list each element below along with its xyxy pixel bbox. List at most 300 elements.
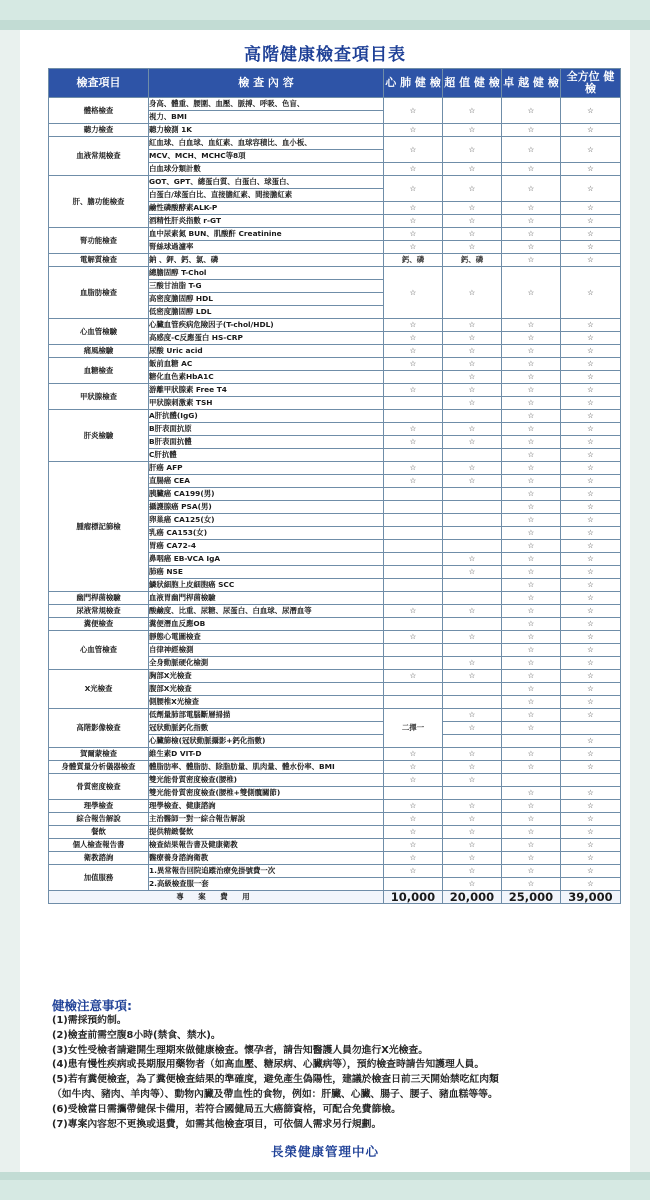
plan-mark: ☆ [561,319,621,332]
item-cell: 體脂肪率、體脂肪、除脂肪量、肌肉量、體水份率、BMI [149,761,384,774]
header-category: 檢查項目 [49,69,149,98]
plan-mark: ☆ [561,124,621,137]
item-cell: 紅血球、白血球、血紅素、血球容積比、血小板、 [149,137,384,150]
table-row [49,319,621,332]
plan-mark: ☆ [502,176,561,202]
table-row [49,709,621,722]
item-cell: B肝表面抗原 [149,423,384,436]
plan-mark: ☆ [502,449,561,462]
plan-mark: ☆ [502,228,561,241]
plan-mark: ☆ [561,475,621,488]
plan-mark [384,579,443,592]
plan-mark [443,501,502,514]
note-line: (7)專案內容恕不更換或退費，如需其他檢查項目，可依個人需求另行規劃。 [52,1118,382,1130]
plan-mark: ☆ [502,332,561,345]
plan-mark: ☆ [384,852,443,865]
plan-mark: ☆ [502,800,561,813]
item-cell: 2.高級檢查服一套 [149,878,384,891]
item-cell: B肝表面抗體 [149,436,384,449]
header-plan-full: 全方位 健 檢 [561,69,621,98]
table-row [49,852,621,865]
plan-mark: ☆ [443,384,502,397]
fee-price: 39,000 [561,891,621,904]
checkup-sheet [20,30,630,1172]
item-cell: C肝抗體 [149,449,384,462]
plan-mark: ☆ [384,436,443,449]
plan-mark [384,540,443,553]
plan-mark: ☆ [443,878,502,891]
category-cell: 加值服務 [49,865,149,891]
plan-mark: ☆ [502,579,561,592]
plan-mark: ☆ [384,124,443,137]
plan-mark [384,514,443,527]
category-cell: 賀爾蒙檢查 [49,748,149,761]
plan-mark: ☆ [443,709,502,722]
table-row [49,670,621,683]
plan-mark: ☆ [502,540,561,553]
plan-mark: ☆ [561,683,621,696]
fee-price: 25,000 [502,891,561,904]
plan-mark: ☆ [384,228,443,241]
plan-mark: ☆ [384,176,443,202]
table-row [49,605,621,618]
plan-mark [443,696,502,709]
category-cell: 血液常規檢查 [49,137,149,176]
item-cell: 醫療養身諮詢衛教 [149,852,384,865]
plan-mark [561,774,621,787]
plan-mark [443,787,502,800]
category-cell: 餐飲 [49,826,149,839]
plan-mark: ☆ [502,787,561,800]
plan-mark: ☆ [502,501,561,514]
plan-mark: ☆ [502,553,561,566]
plan-mark: ☆ [561,423,621,436]
plan-mark: ☆ [502,761,561,774]
category-cell: 糞便檢查 [49,618,149,631]
plan-mark: ☆ [502,748,561,761]
item-cell: 飯前血糖 AC [149,358,384,371]
plan-mark: ☆ [443,761,502,774]
plan-mark: ☆ [561,657,621,670]
item-cell: 攝護腺癌 PSA(男) [149,501,384,514]
plan-mark: ☆ [443,475,502,488]
plan-mark [443,449,502,462]
plan-mark: 鈣、磷 [443,254,502,267]
table-row [49,865,621,878]
plan-mark: ☆ [502,644,561,657]
plan-mark: ☆ [561,449,621,462]
plan-mark: 鈣、磷 [384,254,443,267]
item-cell: 糖化血色素HbA1C [149,371,384,384]
fee-row [49,891,621,904]
plan-mark [384,397,443,410]
plan-mark: ☆ [561,631,621,644]
plan-mark: ☆ [502,202,561,215]
plan-mark: ☆ [443,98,502,124]
plan-mark [384,371,443,384]
note-line: (5)若有糞便檢查，為了糞便檢查結果的準確度，避免產生偽陽性，建議於檢查日前三天開始禁吃紅肉類 [52,1074,499,1086]
plan-mark: ☆ [384,319,443,332]
plan-mark: ☆ [443,228,502,241]
plan-mark: ☆ [443,553,502,566]
plan-mark: ☆ [502,241,561,254]
item-cell: 總膽固醇 T-Chol [149,267,384,280]
plan-mark [502,735,561,748]
plan-mark: ☆ [443,319,502,332]
plan-mark: ☆ [561,345,621,358]
plan-mark: ☆ [443,163,502,176]
plan-mark: ☆ [502,657,561,670]
plan-mark: ☆ [502,397,561,410]
plan-mark: ☆ [561,137,621,163]
item-cell: 白蛋白/球蛋白比、直接膽紅素、間接膽紅素 [149,189,384,202]
plan-mark: ☆ [443,345,502,358]
category-cell: 衛教諮詢 [49,852,149,865]
item-cell: 聽力檢測 1K [149,124,384,137]
item-cell: 糞便潛血反應OB [149,618,384,631]
category-cell: 幽門桿菌檢驗 [49,592,149,605]
plan-mark: ☆ [561,436,621,449]
table-row [49,592,621,605]
plan-mark: ☆ [384,839,443,852]
item-cell: 直腸癌 CEA [149,475,384,488]
item-cell: 主治醫師一對一綜合報告解說 [149,813,384,826]
item-cell: 胸部X光檢查 [149,670,384,683]
plan-mark [384,592,443,605]
plan-mark: ☆ [384,137,443,163]
plan-mark: ☆ [561,332,621,345]
plan-mark: ☆ [561,761,621,774]
item-cell: 血中尿素氮 BUN、肌酸酐 Creatinine [149,228,384,241]
notes-list [52,1014,624,1132]
item-cell: 1.異常報告回院追蹤治療免掛號費一次 [149,865,384,878]
plan-mark: ☆ [561,527,621,540]
item-cell: 靜態心電圖檢查 [149,631,384,644]
plan-mark: ☆ [561,618,621,631]
note-line: (4)患有慢性疾病或長期服用藥物者（如高血壓、糖尿病、心臟病等），預約檢查時請告知護理人員。 [52,1059,485,1071]
note-line: （如牛肉、豬肉、羊肉等）、動物內臟及帶血性的食物，例如：肝臟、心臟、腸子、腰子、豬血糕等等。 [52,1088,498,1100]
table-row [49,98,621,111]
table-row [49,800,621,813]
plan-mark: ☆ [561,566,621,579]
item-cell: 提供精緻餐飲 [149,826,384,839]
plan-mark [384,618,443,631]
plan-mark: ☆ [443,800,502,813]
plan-mark: ☆ [502,371,561,384]
header-content: 檢 查 內 容 [149,69,384,98]
plan-mark [384,696,443,709]
plan-mark: ☆ [561,254,621,267]
plan-mark: ☆ [443,865,502,878]
plan-mark: ☆ [561,228,621,241]
category-cell: 尿液常規檢查 [49,605,149,618]
plan-mark [384,488,443,501]
plan-mark: ☆ [443,657,502,670]
plan-mark: ☆ [561,241,621,254]
plan-mark: ☆ [502,605,561,618]
plan-mark: ☆ [384,98,443,124]
plan-mark: ☆ [443,124,502,137]
plan-mark: ☆ [384,865,443,878]
item-cell: 游離甲狀腺素 Free T4 [149,384,384,397]
category-cell: 肝、膽功能檢查 [49,176,149,228]
table-row [49,358,621,371]
table-row [49,839,621,852]
plan-mark: ☆ [561,787,621,800]
plan-mark [384,501,443,514]
plan-mark: ☆ [502,319,561,332]
item-cell: 白血球分類計數 [149,163,384,176]
table-row [49,774,621,787]
table-row [49,462,621,475]
plan-mark: ☆ [384,748,443,761]
item-cell: 冠狀動脈鈣化指數 [149,722,384,735]
plan-mark: ☆ [502,839,561,852]
plan-mark [443,488,502,501]
plan-mark: ☆ [502,254,561,267]
item-cell: 血液胃幽門桿菌檢驗 [149,592,384,605]
plan-mark [443,683,502,696]
plan-mark: ☆ [384,332,443,345]
item-cell: 身高、體重、腰圍、血壓、脈搏、呼吸、色盲、 [149,98,384,111]
item-cell: 鼻咽癌 EB-VCA IgA [149,553,384,566]
plan-mark: ☆ [502,592,561,605]
plan-mark: ☆ [443,241,502,254]
category-cell: 腎功能檢查 [49,228,149,254]
plan-mark: ☆ [561,592,621,605]
plan-mark: ☆ [561,358,621,371]
plan-mark: ☆ [502,709,561,722]
category-cell: 血脂肪檢查 [49,267,149,319]
plan-mark: ☆ [561,852,621,865]
plan-mark [384,410,443,423]
item-cell: 酸鹼度、比重、尿糖、尿蛋白、白血球、尿潛血等 [149,605,384,618]
plan-mark: ☆ [384,241,443,254]
table-row [49,267,621,280]
table-row [49,176,621,189]
note-line: (2)檢查前需空腹8小時(禁食、禁水)。 [52,1029,221,1041]
plan-mark: ☆ [502,696,561,709]
table-row [49,254,621,267]
category-cell: 身體質量分析儀器檢查 [49,761,149,774]
header-plan-cardio: 心 肺 健 檢 [384,69,443,98]
plan-mark: ☆ [443,397,502,410]
item-cell: 肺癌 NSE [149,566,384,579]
category-cell: 血糖檢查 [49,358,149,384]
plan-mark: ☆ [384,215,443,228]
item-cell: 側腰椎X光檢查 [149,696,384,709]
item-cell: MCV、MCH、MCHC等8項 [149,150,384,163]
plan-mark: ☆ [561,176,621,202]
item-cell: 肝癌 AFP [149,462,384,475]
plan-mark: ☆ [502,865,561,878]
plan-mark: ☆ [384,345,443,358]
plan-mark: ☆ [384,826,443,839]
plan-mark: ☆ [502,163,561,176]
plan-mark: ☆ [384,813,443,826]
item-cell: GOT、GPT、總蛋白質、白蛋白、球蛋白、 [149,176,384,189]
plan-mark: ☆ [443,358,502,371]
plan-mark: ☆ [443,839,502,852]
plan-mark: ☆ [561,696,621,709]
plan-mark: ☆ [561,514,621,527]
plan-mark: ☆ [502,852,561,865]
plan-mark: ☆ [384,631,443,644]
plan-mark: ☆ [561,709,621,722]
note-line: (1)需採預約制。 [52,1015,127,1026]
plan-mark: ☆ [502,436,561,449]
bottom-band [0,1172,650,1200]
plan-mark [561,722,621,735]
plan-mark [384,553,443,566]
plan-mark: ☆ [443,852,502,865]
fee-price: 20,000 [443,891,502,904]
plan-mark: ☆ [384,202,443,215]
table-row [49,410,621,423]
plan-mark: ☆ [502,462,561,475]
table-row [49,345,621,358]
plan-mark: ☆ [561,605,621,618]
table-body [49,98,621,904]
plan-mark: ☆ [384,462,443,475]
page-title: 高階健康檢查項目表 [244,45,406,65]
item-cell: 高感度-C反應蛋白 HS-CRP [149,332,384,345]
plan-mark: ☆ [561,488,621,501]
plan-mark: ☆ [561,826,621,839]
plan-mark: ☆ [561,540,621,553]
item-cell: 尿酸 Uric acid [149,345,384,358]
plan-mark [384,449,443,462]
plan-mark: ☆ [443,748,502,761]
plan-mark: ☆ [443,371,502,384]
item-cell: 腹部X光檢查 [149,683,384,696]
item-cell: 鹼性磷酸酵素ALK-P [149,202,384,215]
plan-mark: ☆ [502,631,561,644]
category-cell: 高階影像檢查 [49,709,149,748]
plan-mark [443,644,502,657]
item-cell: A肝抗體(IgG) [149,410,384,423]
category-cell: 腫瘤標記篩檢 [49,462,149,592]
plan-mark: ☆ [561,800,621,813]
item-cell: 低密度膽固醇 LDL [149,306,384,319]
item-cell: 心臟篩檢(冠狀動脈攝影+鈣化指數) [149,735,384,748]
plan-choice: 二擇一 [384,709,443,748]
plan-mark: ☆ [384,774,443,787]
header-plan-value: 超 值 健 檢 [443,69,502,98]
plan-mark [384,566,443,579]
plan-mark: ☆ [561,371,621,384]
plan-mark: ☆ [502,813,561,826]
plan-mark [384,644,443,657]
plan-mark: ☆ [502,423,561,436]
item-cell: 鱗狀細胞上皮細胞癌 SCC [149,579,384,592]
top-band [0,0,650,30]
plan-mark: ☆ [502,267,561,319]
plan-mark: ☆ [561,839,621,852]
item-cell: 乳癌 CA153(女) [149,527,384,540]
category-cell: 體格檢查 [49,98,149,124]
plan-mark: ☆ [443,605,502,618]
category-cell: 心血管檢驗 [49,319,149,345]
plan-mark: ☆ [384,475,443,488]
fee-price: 10,000 [384,891,443,904]
plan-mark [502,774,561,787]
plan-mark: ☆ [443,462,502,475]
plan-mark: ☆ [561,878,621,891]
item-cell: 低劑量肺部電腦斷層掃描 [149,709,384,722]
plan-mark: ☆ [561,202,621,215]
note-line: (3)女性受檢者請避開生理期來做健康檢查。懷孕者，請告知醫護人員勿進行X光檢查。 [52,1044,429,1056]
plan-mark: ☆ [502,722,561,735]
table-row [49,124,621,137]
table-row [49,761,621,774]
table-row [49,384,621,397]
plan-mark: ☆ [502,384,561,397]
plan-mark: ☆ [502,514,561,527]
plan-mark: ☆ [384,800,443,813]
item-cell: 檢查結果報告書及健康衛教 [149,839,384,852]
plan-mark: ☆ [384,267,443,319]
plan-mark: ☆ [561,462,621,475]
item-cell: 雙光能骨質密度檢查(腰椎) [149,774,384,787]
plan-mark: ☆ [561,98,621,124]
table-header [49,69,621,98]
plan-mark: ☆ [443,826,502,839]
plan-mark: ☆ [443,670,502,683]
fee-label: 專 案 費 用 [49,891,384,904]
footer-clinic-name: 長榮健康管理中心 [270,1144,379,1159]
checkup-table [48,68,621,904]
plan-mark: ☆ [502,410,561,423]
plan-mark: ☆ [561,813,621,826]
plan-mark [384,657,443,670]
plan-mark: ☆ [561,267,621,319]
table-row [49,137,621,150]
notes-title: 健檢注意事項: [52,998,132,1013]
item-cell: 理學檢查、健康諮詢 [149,800,384,813]
plan-mark: ☆ [443,774,502,787]
category-cell: 甲狀腺檢查 [49,384,149,410]
table-row [49,618,621,631]
plan-mark: ☆ [384,605,443,618]
item-cell: 鈉 、鉀、鈣、氯、磷 [149,254,384,267]
plan-mark: ☆ [443,631,502,644]
item-cell: 酒精性肝炎指數 r-GT [149,215,384,228]
table-row [49,826,621,839]
plan-mark: ☆ [443,566,502,579]
plan-mark: ☆ [502,98,561,124]
plan-mark: ☆ [443,332,502,345]
plan-mark [443,592,502,605]
plan-mark: ☆ [502,488,561,501]
plan-mark: ☆ [502,137,561,163]
plan-mark: ☆ [561,553,621,566]
plan-mark [384,787,443,800]
plan-mark: ☆ [561,384,621,397]
plan-mark [443,579,502,592]
plan-mark [443,527,502,540]
category-cell: 心血管檢查 [49,631,149,670]
plan-mark: ☆ [502,878,561,891]
plan-mark: ☆ [443,267,502,319]
category-cell: 電解質檢查 [49,254,149,267]
plan-mark: ☆ [502,358,561,371]
plan-mark: ☆ [443,423,502,436]
plan-mark: ☆ [502,345,561,358]
plan-mark: ☆ [384,384,443,397]
plan-mark: ☆ [443,813,502,826]
plan-mark: ☆ [502,124,561,137]
